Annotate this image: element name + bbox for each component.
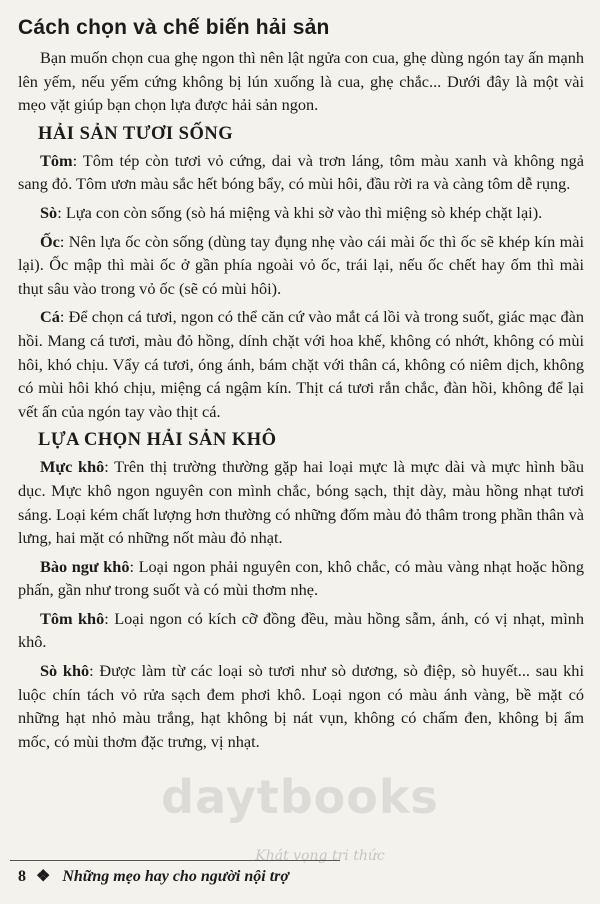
footer-divider — [10, 860, 340, 861]
item-term: Cá — [40, 307, 60, 327]
item-term: Ốc — [40, 231, 60, 251]
page-footer — [18, 866, 584, 886]
page-number: 8 — [18, 868, 26, 885]
item-text: Tôm tép còn tươi vỏ cứng, dai và trơn láng, tôm màu xanh và không ngả sang đỏ. Tôm ươn màu sắc hết bóng bẩy, có mùi hôi, đầu rời ra và càng tôm dễ rụng. — [18, 150, 584, 194]
item-term: Tôm khô — [40, 608, 105, 628]
item-separator: : — [59, 307, 69, 327]
page-content — [18, 14, 584, 758]
list-item — [18, 555, 584, 602]
item-text: Trên thị trường thường gặp hai loại mực là mực dài và mực hình bầu dục. Mực khô ngon nguyên con mình chắc, bóng sạch, thịt dày, màu hồng nhạt tươi sáng. Loại kém chất lượng hơn thường có những đốm màu đỏ thâm trong phần thân và lưng, hai mặt có những nốt màu đỏ nhạt. — [18, 457, 584, 548]
item-term: Sò — [40, 202, 58, 222]
item-term: Mực khô — [40, 457, 105, 477]
item-term: Bào ngư khô — [40, 556, 130, 576]
item-text: Để chọn cá tươi, ngon có thể căn cứ vào mắt cá lồi và trong suốt, giác mạc đàn hồi. Mang cá tươi, màu đỏ hồng, dính chặt với hoa khế, không có nhớt, không có mùi hôi, khó chịu. Vẩy cá tươi, óng ánh, bám chặt với thân cá, không có niêm dịch, không có mùi hôi khó chịu, miệng cá ngậm kín. Thịt cá tươi rắn chắc, đàn hồi, không để lại vết ấn của ngón tay vào thịt cá. — [18, 307, 584, 421]
item-separator: : — [129, 556, 139, 576]
item-separator: : — [57, 202, 66, 222]
page-title: Cách chọn và chế biến hải sản — [18, 16, 330, 39]
item-separator: : — [104, 457, 115, 477]
list-item — [18, 305, 584, 423]
item-text: Loại ngon có kích cỡ đồng đều, màu hồng sẫm, ánh, có vị nhạt, mình khô. — [18, 608, 584, 652]
list-item — [18, 607, 584, 654]
book-title: Những mẹo hay cho người nội trợ — [62, 868, 289, 885]
section-heading: LỰA CHỌN HẢI SẢN KHÔ — [38, 430, 277, 451]
item-separator: : — [59, 231, 69, 251]
item-separator: : — [72, 150, 83, 170]
item-separator: : — [89, 661, 100, 681]
item-text: Được làm từ các loại sò tươi như sò dương, sò điệp, sò huyết... sau khi luộc chín tách vỏ rửa sạch đem phơi khô. Loại ngon có màu ánh vàng, bề mặt có những hạt nhỏ màu trắng, hạt không bị nát vụn, không có chấm đen, không bị ẩm mốc, có mùi thơm đặc trưng, vị nhạt. — [18, 661, 584, 751]
item-text: Loại ngon phải nguyên con, khô chắc, có màu vàng nhạt hoặc hồng phấn, gần như trong suốt và có mùi thơm nhẹ. — [18, 556, 584, 600]
section-dried-seafood — [18, 428, 584, 753]
watermark-brand: daytbooks — [161, 770, 439, 824]
item-term: Tôm — [40, 150, 73, 170]
item-separator: : — [104, 608, 115, 628]
watermark-slogan: Khát vọng tri thức — [255, 848, 385, 864]
item-text: Lựa con còn sống (sò há miệng và khi sờ vào thì miệng sò khép chặt lại). — [65, 202, 543, 222]
list-item — [18, 230, 584, 301]
item-text: Nên lựa ốc còn sống (dùng tay đụng nhẹ vào cái mài ốc thì ốc sẽ khép kín mài lại). Ốc mập thì mài ốc ở gần phía ngoài vỏ ốc, trái lại, nếu ốc chết hay ốm thì mài thụt sâu vào trong vỏ ốc (sẽ có mùi hôi). — [18, 231, 584, 298]
list-item — [18, 659, 584, 753]
list-item — [18, 201, 584, 225]
footer-ornament-icon: ❖ — [36, 868, 51, 885]
list-item — [18, 149, 584, 196]
intro-paragraph: Bạn muốn chọn cua ghẹ ngon thì nên lật ngửa con cua, ghẹ dùng ngón tay ấn mạnh lên yếm, nếu yếm cứng không bị lún xuống là cua, ghẹ chắc... Dưới đây là một vài mẹo vặt giúp bạn chọn lựa được hải sản ngon. — [18, 48, 584, 115]
section-fresh-seafood — [18, 122, 584, 424]
list-item — [18, 455, 584, 549]
section-heading: HẢI SẢN TƯƠI SỐNG — [38, 123, 234, 144]
item-term: Sò khô — [40, 661, 90, 681]
